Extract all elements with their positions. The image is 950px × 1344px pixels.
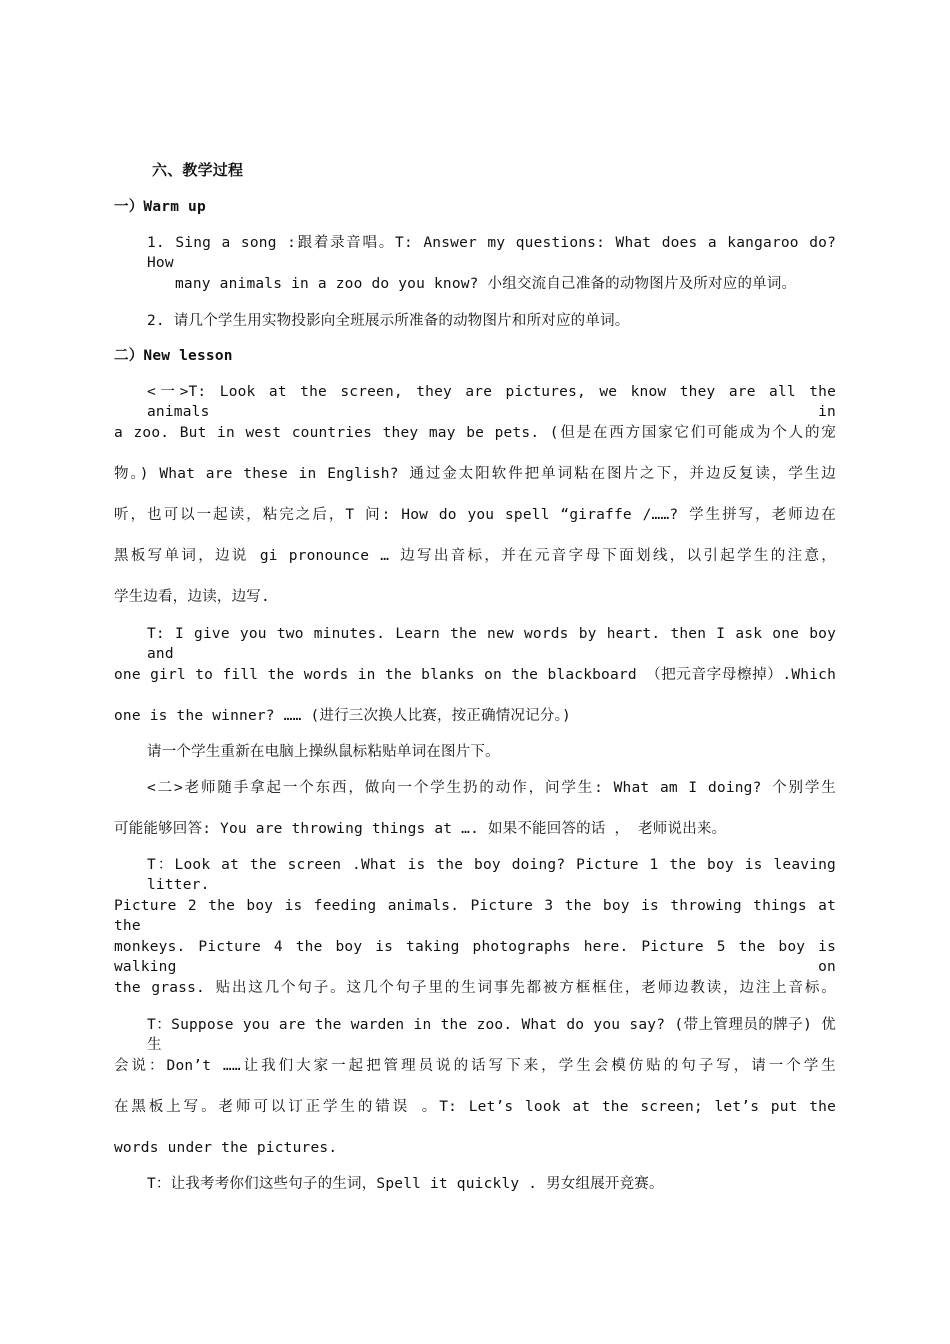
paragraph-line: 物。) What are these in English? 通过金太阳软件把单词粘在图片之下，并边反复读，学生边 [114, 466, 836, 482]
paragraph-line: Picture 2 the boy is feeding animals. Picture 3 the boy is throwing things at the [114, 898, 836, 934]
paragraph-line: <一>T: Look at the screen, they are pictures, we know they are all the animals in [147, 384, 836, 420]
paragraph-line: 1. Sing a song :跟着录音唱。T: Answer my questions: What does a kangaroo do? How [147, 235, 836, 271]
paragraph-line: T：Look at the screen .What is the boy doing? Picture 1 the boy is leaving litter. [147, 857, 836, 893]
paragraph-line: 学生边看，边读，边写. [114, 589, 270, 605]
paragraph-line: 可能能够回答: You are throwing things at …. 如果不能回答的话 ， 老师说出来。 [114, 821, 727, 837]
paragraph-line: a zoo. But in west countries they may be pets. (但是在西方国家它们可能成为个人的宠 [114, 425, 836, 441]
paragraph-line: T：Suppose you are the warden in the zoo. What do you say? (带上管理员的牌子) 优生 [147, 1017, 836, 1053]
paragraph-line: one girl to fill the words in the blanks on the blackboard （把元音字母檫掉）.Which [114, 667, 836, 683]
new-lesson-title: 二）New lesson [114, 348, 233, 364]
paragraph-line: 请一个学生重新在电脑上操纵鼠标粘贴单词在图片下。 [147, 744, 500, 760]
paragraph-line: 听，也可以一起读，粘完之后，T 问: How do you spell “giraffe /……? 学生拼写，老师边在 [114, 507, 836, 523]
paragraph-line: <二>老师随手拿起一个东西，做向一个学生扔的动作，问学生: What am I doing? 个别学生 [147, 780, 836, 796]
paragraph-line: many animals in a zoo do you know? 小组交流自己准备的动物图片及所对应的单词。 [175, 276, 797, 292]
paragraph-line: 在黑板上写。老师可以订正学生的错误 。T: Let’s look at the screen; let’s put the [114, 1099, 836, 1115]
paragraph-line: T：让我考考你们这些句子的生词，Spell it quickly . 男女组展开竞赛。 [147, 1176, 664, 1192]
paragraph-line: 黑板写单词，边说 gi pronounce … 边写出音标，并在元音字母下面划线，以引起学生的注意， [114, 548, 836, 564]
section-heading: 六、教学过程 [152, 161, 244, 179]
paragraph-line: 2. 请几个学生用实物投影向全班展示所准备的动物图片和所对应的单词。 [147, 313, 630, 329]
paragraph-line: monkeys. Picture 4 the boy is taking photographs here. Picture 5 the boy is walking on [114, 939, 836, 975]
paragraph-line: the grass. 贴出这几个句子。这几个句子里的生词事先都被方框框住，老师边教读，边注上音标。 [114, 980, 836, 996]
paragraph-line: 会说：Don’t ……让我们大家一起把管理员说的话写下来，学生会模仿贴的句子写，请一个学生 [114, 1058, 836, 1074]
paragraph-line: T: I give you two minutes. Learn the new words by heart. then I ask one boy and [147, 626, 836, 662]
paragraph-line: words under the pictures. [114, 1140, 338, 1156]
warm-up-title: 一）Warm up [114, 199, 206, 215]
paragraph-line: one is the winner? …… (进行三次换人比赛，按正确情况记分。) [114, 708, 571, 724]
